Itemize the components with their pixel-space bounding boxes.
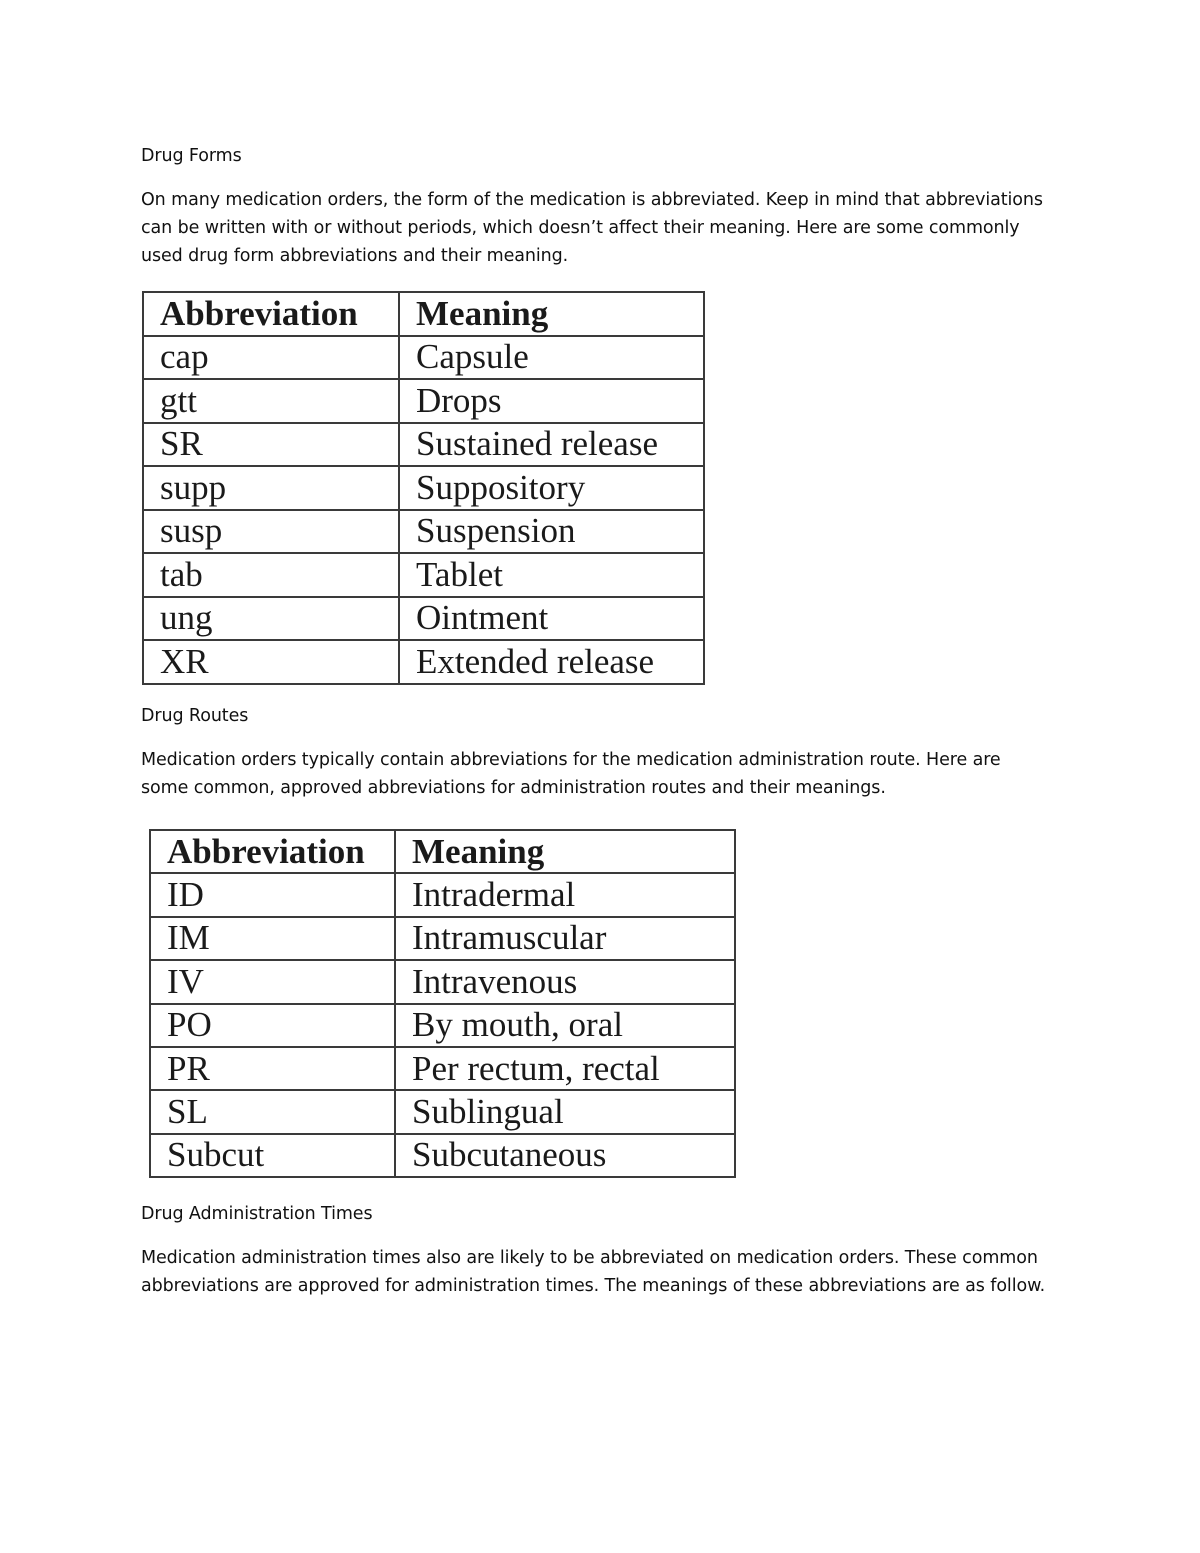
table-row [143,423,704,467]
abbreviation-cell: Subcut [150,1134,395,1177]
drug-routes-table [149,829,736,1178]
meaning-cell: Intravenous [395,960,735,1003]
table-row [150,917,735,960]
table-row [143,379,704,423]
meaning-cell: Intramuscular [395,917,735,960]
drug-forms-table [142,291,705,685]
column-header-meaning: Meaning [395,830,735,873]
table-row [150,873,735,916]
abbreviation-cell: ID [150,873,395,916]
paragraph-line: Medication orders typically contain abbreviations for the medication administration route. Here are [141,750,1001,770]
table-row [143,336,704,380]
abbreviation-cell: tab [143,553,399,597]
abbreviation-cell: PO [150,1004,395,1047]
table-row [143,553,704,597]
table-row [143,510,704,554]
paragraph-line: abbreviations are approved for administration times. The meanings of these abbreviations are as follow. [141,1276,1046,1296]
table-row [150,1134,735,1177]
abbreviation-cell: cap [143,336,399,380]
paragraph-line: can be written with or without periods, which doesn’t affect their meaning. Here are some commonly [141,218,1020,238]
paragraph-drug-forms [141,186,1061,270]
meaning-cell: Suppository [399,466,704,510]
column-header-abbreviation: Abbreviation [150,830,395,873]
meaning-cell: By mouth, oral [395,1004,735,1047]
paragraph-line: Medication administration times also are likely to be abbreviated on medication orders. These common [141,1248,1038,1268]
meaning-cell: Extended release [399,640,704,684]
paragraph-line: some common, approved abbreviations for administration routes and their meanings. [141,778,886,798]
abbreviation-cell: XR [143,640,399,684]
abbreviation-cell: ung [143,597,399,641]
meaning-cell: Ointment [399,597,704,641]
abbreviation-cell: PR [150,1047,395,1090]
abbreviation-cell: SR [143,423,399,467]
meaning-cell: Per rectum, rectal [395,1047,735,1090]
meaning-cell: Capsule [399,336,704,380]
paragraph-line: On many medication orders, the form of the medication is abbreviated. Keep in mind that abbreviations [141,190,1043,210]
meaning-cell: Suspension [399,510,704,554]
section-heading-drug-administration-times: Drug Administration Times [141,1204,373,1224]
column-header-meaning: Meaning [399,292,704,336]
table-row [143,597,704,641]
section-heading-drug-routes: Drug Routes [141,706,249,726]
abbreviation-cell: SL [150,1090,395,1133]
paragraph-drug-administration-times [141,1244,1061,1300]
meaning-cell: Intradermal [395,873,735,916]
meaning-cell: Drops [399,379,704,423]
table-row [150,1004,735,1047]
column-header-abbreviation: Abbreviation [143,292,399,336]
table-row [150,1090,735,1133]
paragraph-line: used drug form abbreviations and their meaning. [141,246,569,266]
meaning-cell: Subcutaneous [395,1134,735,1177]
table-header-row [143,292,704,336]
table-row [143,466,704,510]
abbreviation-cell: supp [143,466,399,510]
table-header-row [150,830,735,873]
abbreviation-cell: susp [143,510,399,554]
meaning-cell: Sustained release [399,423,704,467]
table-row [150,1047,735,1090]
table-row [150,960,735,1003]
abbreviation-cell: IM [150,917,395,960]
abbreviation-cell: IV [150,960,395,1003]
table-row [143,640,704,684]
meaning-cell: Tablet [399,553,704,597]
meaning-cell: Sublingual [395,1090,735,1133]
section-heading-drug-forms: Drug Forms [141,146,242,166]
abbreviation-cell: gtt [143,379,399,423]
paragraph-drug-routes [141,746,1061,802]
